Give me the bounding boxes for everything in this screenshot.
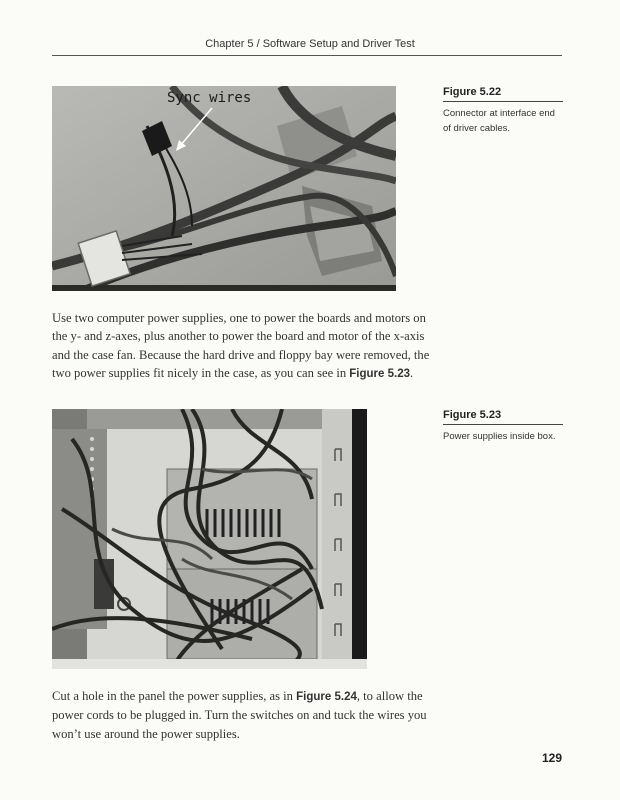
wiring-photo-icon xyxy=(52,86,396,291)
figure-5-23-photo xyxy=(52,409,367,669)
sync-wires-label: Sync wires xyxy=(167,90,252,106)
figure-caption-text: Connector at interface end of driver cables. xyxy=(443,108,555,134)
header-rule xyxy=(52,55,562,56)
running-header: Chapter 5 / Software Setup and Driver Test xyxy=(205,38,415,50)
power-supply-photo-icon xyxy=(52,409,367,669)
figure-reference: Figure 5.24 xyxy=(296,691,357,703)
figure-5-23-caption xyxy=(443,409,563,444)
figure-label: Figure 5.23 xyxy=(443,409,563,425)
body-paragraph-1: Use two computer power supplies, one to power the boards and motors on the y- and z-axes, plus another to power the board and motor of the x-axis and the case fan. Because the hard drive and floppy bay were removed, the two power supplies fit nicely in the case, as you can see in Figure 5.23. xyxy=(52,311,430,381)
figure-5-22-photo xyxy=(52,86,396,291)
body-paragraph-2: Cut a hole in the panel the power supplies, as in Figure 5.24, to allow the power cords to be plugged in. Turn the switches on and tuck the wires you won’t use around the power supplies. xyxy=(52,689,427,741)
figure-reference: Figure 5.23 xyxy=(349,368,410,381)
figure-caption-text: Power supplies inside box. xyxy=(443,431,556,442)
page-number: 129 xyxy=(541,751,562,765)
figure-5-22-caption xyxy=(443,86,563,136)
figure-label: Figure 5.22 xyxy=(443,86,563,102)
